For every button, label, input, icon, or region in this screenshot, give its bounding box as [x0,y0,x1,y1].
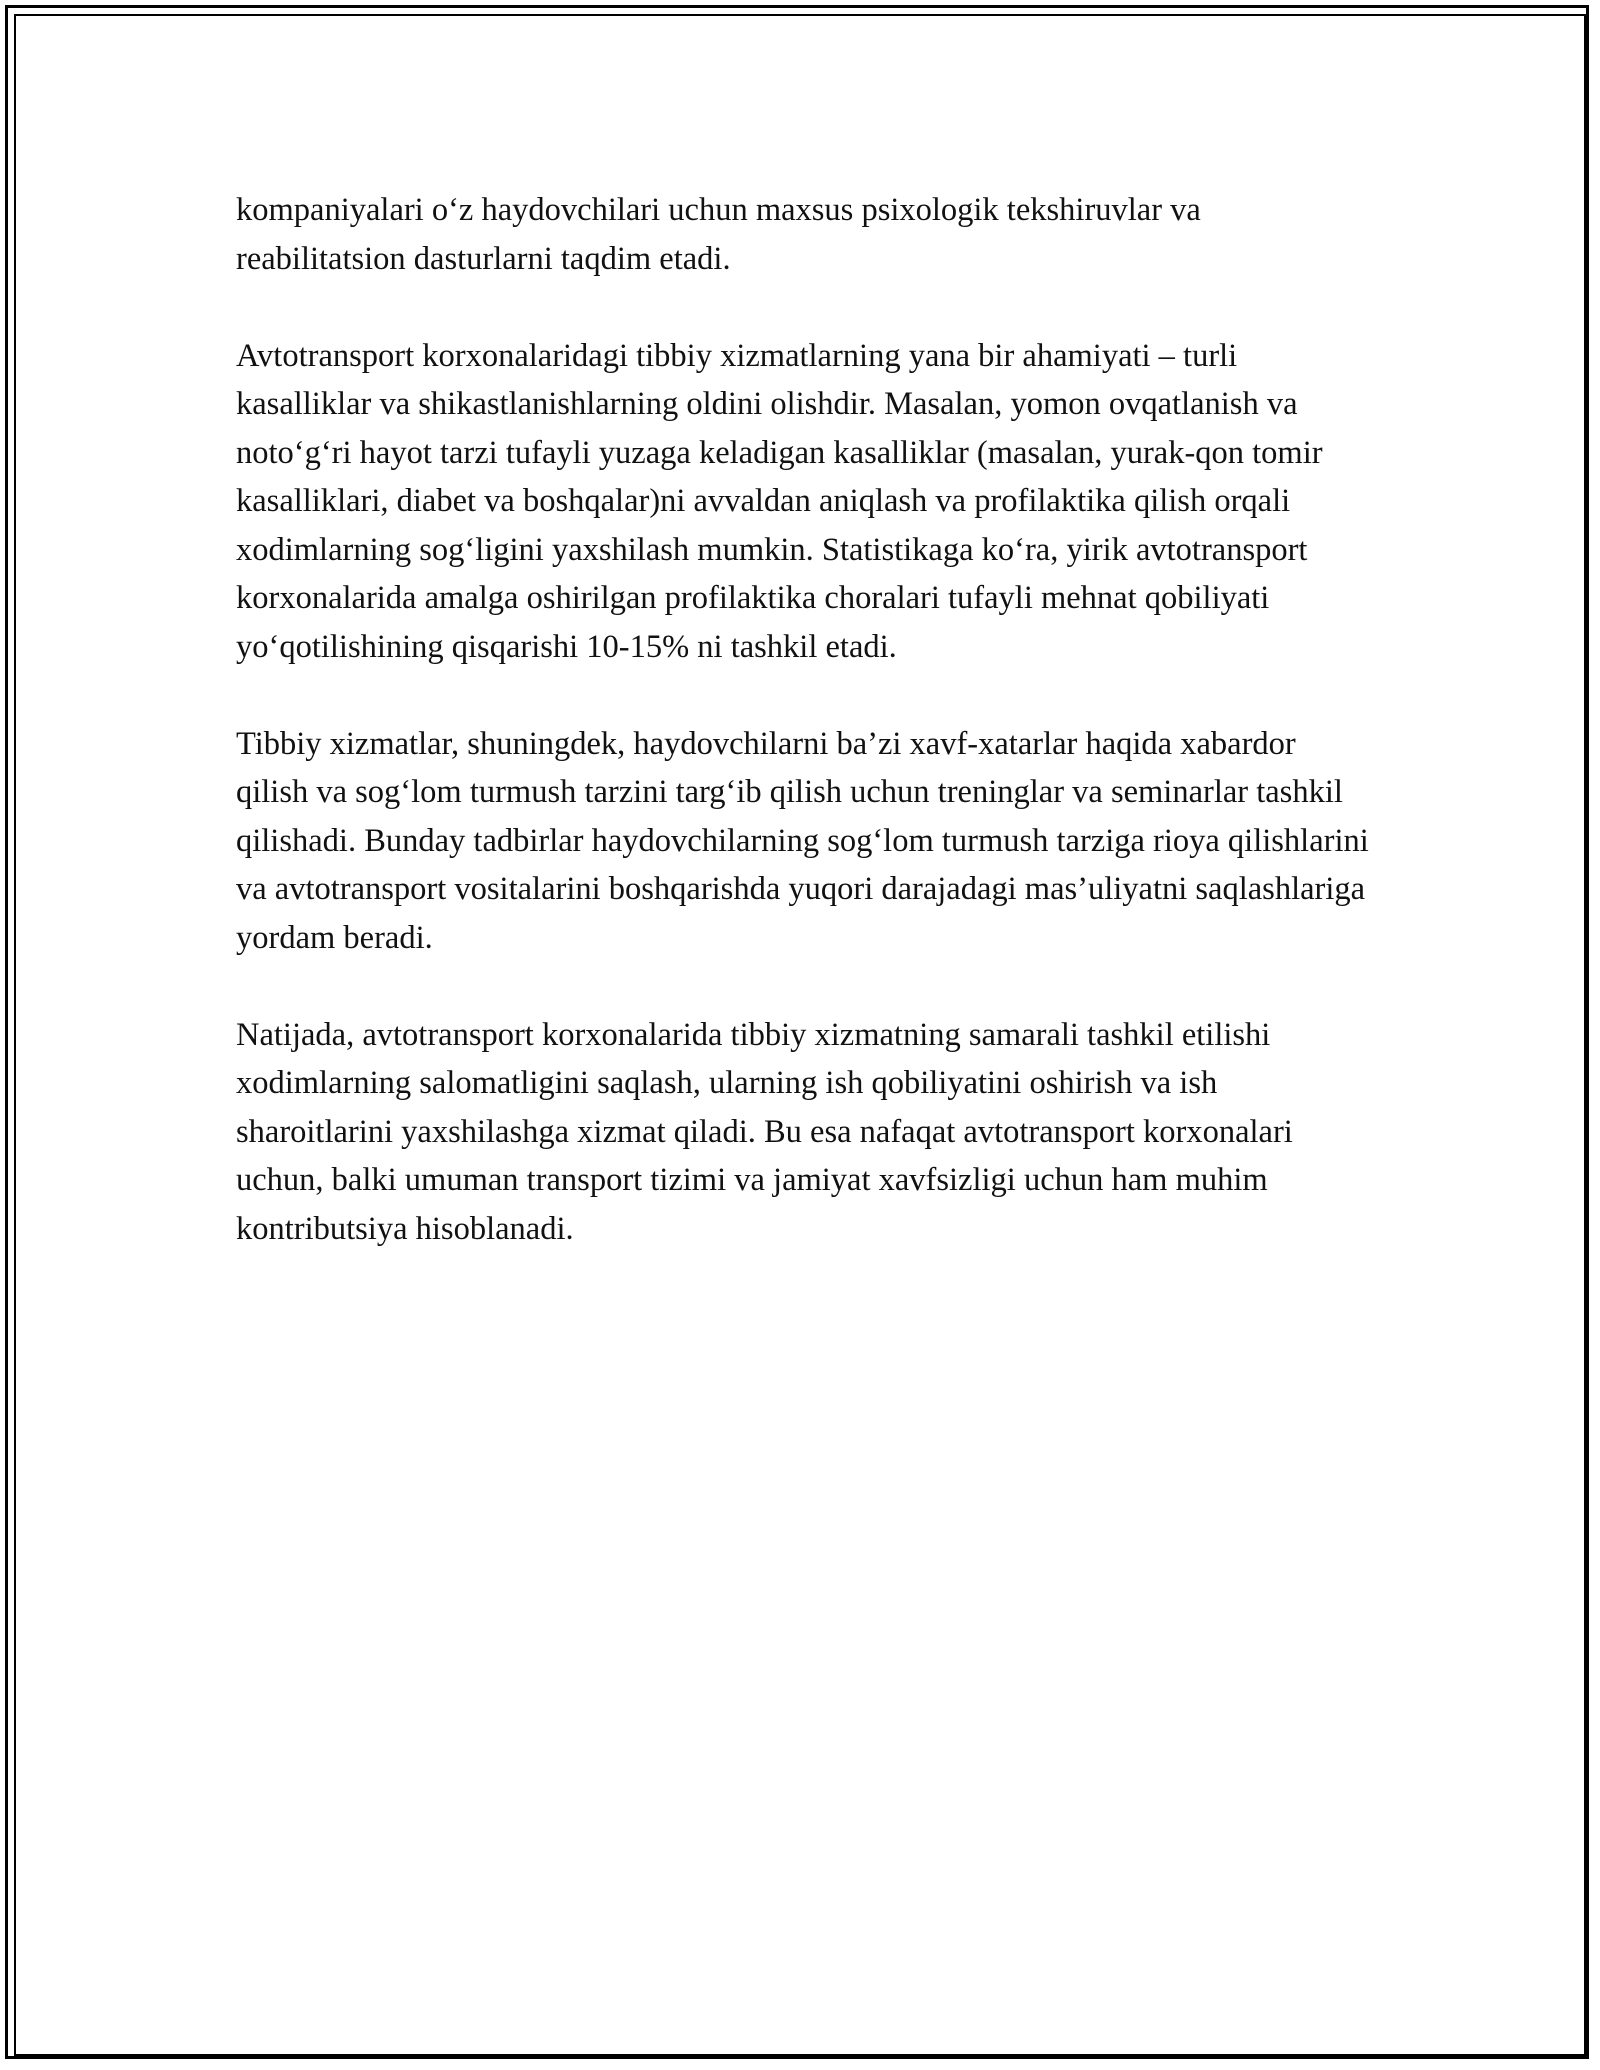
paragraph-3: Tibbiy xizmatlar, shuningdek, haydovchilarni ba’zi xavf-xatarlar haqida xabardor qilish va sog‘lom turmush tarzini targ‘ib qilish uchun treninglar va seminarlar tashkil qilishadi. Bunday tadbirlar haydovchilarning sog‘lom turmush tarziga rioya qilishlarini va avtotransport vositalarini boshqarishda yuqori darajadagi mas’uliyatni saqlashlariga yordam beradi. [236,725,1369,956]
paragraph-2: Avtotransport korxonalaridagi tibbiy xizmatlarning yana bir ahamiyati – turli kasalliklar va shikastlanishlarning oldini olishdir. Masalan, yomon ovqatlanish va noto‘g‘ri hayot tarzi tufayli yuzaga keladigan kasalliklar (masalan, yurak-qon tomir kasalliklari, diabet va boshqalar)ni avvaldan aniqlash va profilaktika qilish orqali xodimlarning sog‘ligini yaxshilash mumkin. Statistikaga ko‘ra, yirik avtotransport korxonalarida amalga oshirilgan profilaktika choralari tufayli mehnat qobiliyati yo‘qotilishining qisqarishi 10-15% ni tashkil etadi. [236,337,1323,665]
paragraph-4: Natijada, avtotransport korxonalarida tibbiy xizmatning samarali tashkil etilishi xodimlarning salomatligini saqlash, ularning ish qobiliyatini oshirish va ish sharoitlarini yaxshilashga xizmat qiladi. Bu esa nafaqat avtotransport korxonalari uchun, balki umuman transport tizimi va jamiyat xavfsizligi uchun ham muhim kontributsiya hisoblanadi. [236,1016,1293,1247]
document-body [236,186,1376,1302]
paragraph-1: kompaniyalari o‘z haydovchilari uchun maxsus psixologik tekshiruvlar va reabilitatsion dasturlarni taqdim etadi. [236,192,1201,277]
